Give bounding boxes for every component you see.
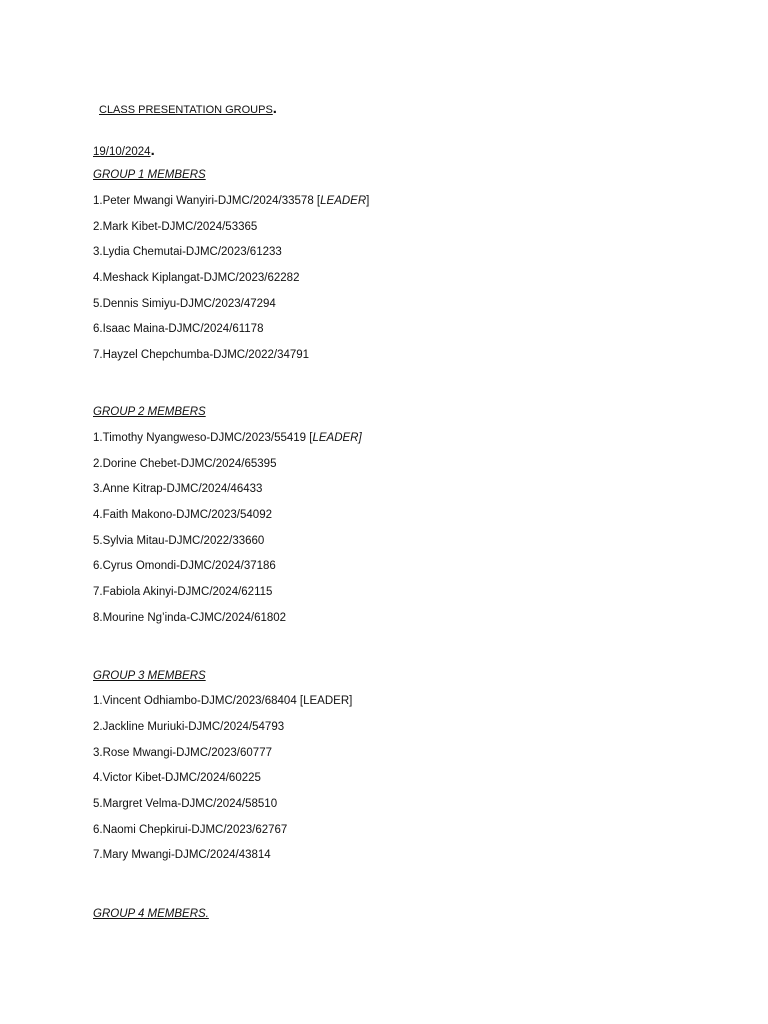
list-item: 7.Fabiola Akinyi-DJMC/2024/62115 <box>93 586 273 598</box>
list-item: 4.Faith Makono-DJMC/2023/54092 <box>93 509 272 521</box>
list-item: 6.Naomi Chepkirui-DJMC/2023/62767 <box>93 824 288 836</box>
list-item: 8.Mourine Ng’inda-CJMC/2024/61802 <box>93 612 287 624</box>
list-item: 3.Anne Kitrap-DJMC/2024/46433 <box>93 483 263 495</box>
group-2-heading: GROUP 2 MEMBERS <box>93 406 206 418</box>
page-title <box>99 102 277 117</box>
group-1-heading: GROUP 1 MEMBERS <box>93 169 206 181</box>
leader-label: LEADER <box>320 195 367 207</box>
group-4-heading: GROUP 4 MEMBERS. <box>93 908 209 920</box>
list-item: 5.Margret Velma-DJMC/2024/58510 <box>93 798 278 810</box>
list-item: 7.Hayzel Chepchumba-DJMC/2022/34791 <box>93 349 310 361</box>
list-item: 4.Victor Kibet-DJMC/2024/60225 <box>93 772 261 784</box>
list-item: 1.Vincent Odhiambo-DJMC/2023/68404 [LEADER] <box>93 695 353 707</box>
list-item: 2.Dorine Chebet-DJMC/2024/65395 <box>93 458 277 470</box>
list-item: 3.Rose Mwangi-DJMC/2023/60777 <box>93 747 272 759</box>
member-text: 1.Timothy Nyangweso-DJMC/2023/55419 [ <box>93 432 313 444</box>
date-dot: . <box>150 142 155 159</box>
leader-bracket: ] <box>366 195 370 207</box>
list-item: 3.Lydia Chemutai-DJMC/2023/61233 <box>93 246 282 258</box>
date-line <box>93 144 155 159</box>
list-item: 7.Mary Mwangi-DJMC/2024/43814 <box>93 849 271 861</box>
list-item: 5.Dennis Simiyu-DJMC/2023/47294 <box>93 298 276 310</box>
list-item: 2.Jackline Muriuki-DJMC/2024/54793 <box>93 721 285 733</box>
list-item: 5.Sylvia Mitau-DJMC/2022/33660 <box>93 535 265 547</box>
page-title-dot: . <box>272 100 277 117</box>
member-text: 1.Peter Mwangi Wanyiri-DJMC/2024/33578 [ <box>93 195 321 207</box>
list-item <box>93 431 362 445</box>
group-3-heading: GROUP 3 MEMBERS <box>93 670 206 682</box>
list-item: 4.Meshack Kiplangat-DJMC/2023/62282 <box>93 272 300 284</box>
list-item: 6.Cyrus Omondi-DJMC/2024/37186 <box>93 560 276 572</box>
list-item: 6.Isaac Maina-DJMC/2024/61178 <box>93 323 264 335</box>
leader-label: LEADER] <box>312 432 362 444</box>
page-title-text: CLASS PRESENTATION GROUPS <box>99 104 273 116</box>
list-item: 2.Mark Kibet-DJMC/2024/53365 <box>93 221 258 233</box>
list-item <box>93 194 369 208</box>
date-text: 19/10/2024 <box>93 146 151 158</box>
